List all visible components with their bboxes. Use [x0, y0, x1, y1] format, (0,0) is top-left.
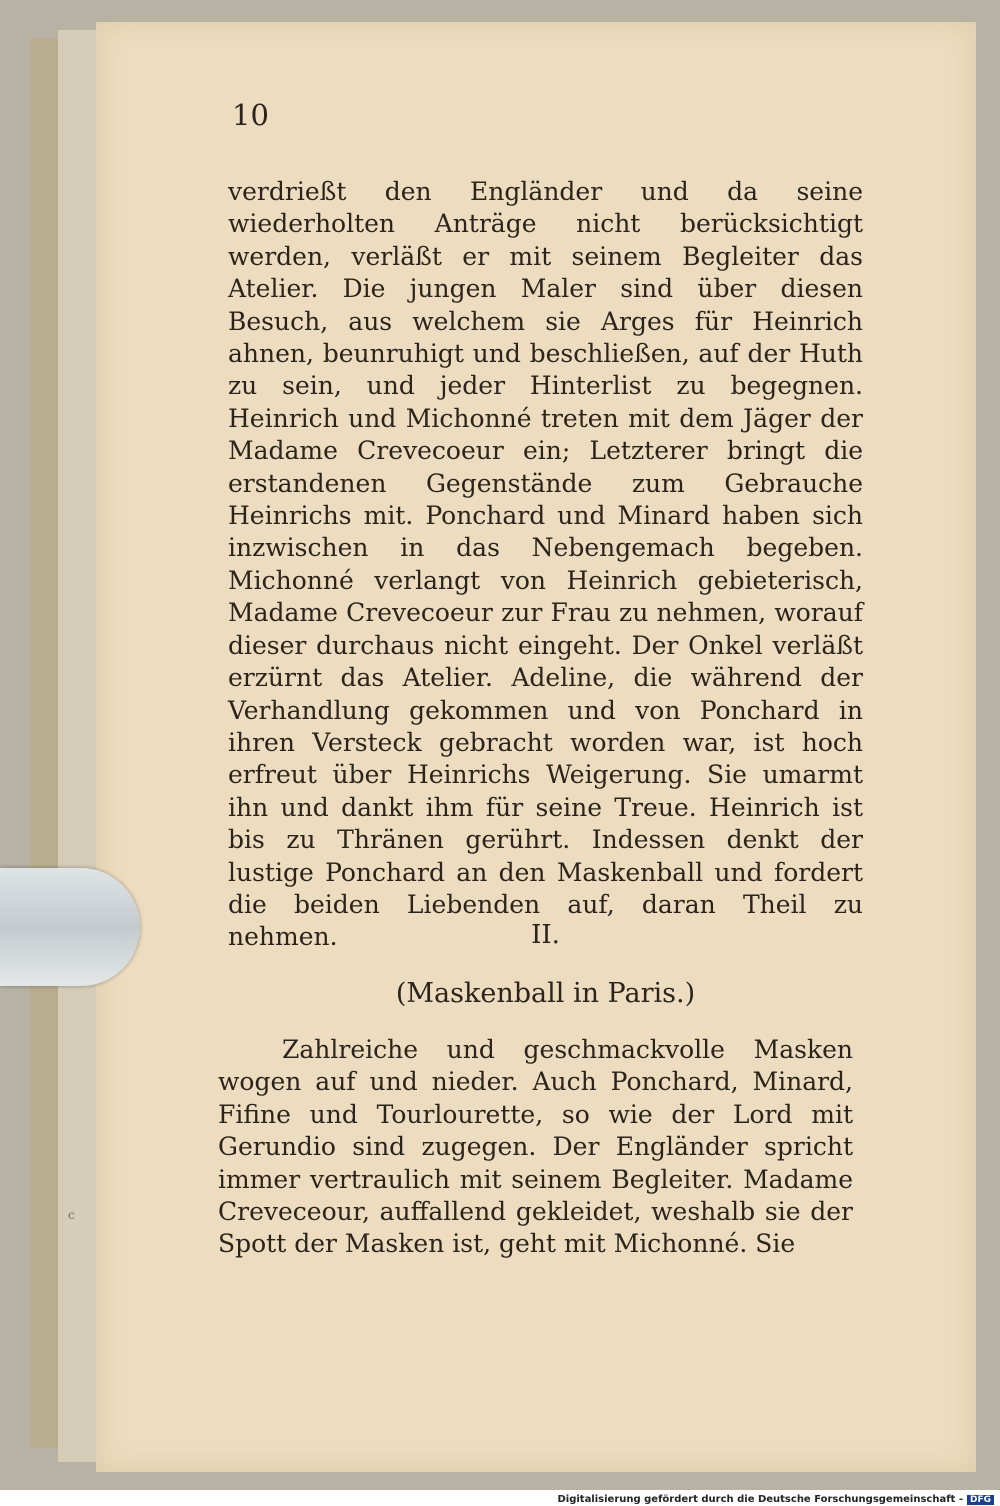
dfg-logo-icon: DFG [967, 1495, 994, 1505]
page-clip [0, 868, 140, 986]
margin-mark: c [68, 1208, 75, 1222]
page-stack-edge [58, 30, 100, 1462]
paragraph: verdrießt den Engländer und da seine wiederholten Anträge nicht berücksichtigt werden, verläßt er mit seinem Begleiter das Atelier. Die jungen Maler sind über diesen Besuch, aus welchem sie Arges für Heinrich ahnen, beunruhigt und beschließen, auf der Huth zu sein, und jeder Hinterlist zu begegnen. Heinrich und Michonné treten mit dem Jäger der Madame Crevecoeur ein; Letzterer bringt die erstandenen Gegenstände zum Gebrauche Heinrichs mit. Ponchard und Minard haben sich inzwischen in das Nebengemach begeben. Michonné verlangt von Heinrich gebieterisch, Madame Crevecoeur zur Frau zu nehmen, worauf dieser durchaus nicht eingeht. Der Onkel verläßt erzürnt das Atelier. Adeline, die während der Verhandlung gekommen und von Ponchard in ihren Versteck gebracht worden war, ist hoch erfreut über Heinrichs Weigerung. Sie umarmt ihn und dankt ihm für seine Treue. Heinrich ist bis zu Thränen gerührt. Indessen denkt der lustige Ponchard an den Maskenball und fordert die beiden Liebenden auf, daran Theil zu nehmen. [228, 177, 863, 952]
page-number: 10 [232, 98, 269, 132]
body-text [228, 176, 863, 954]
section-number: II. [531, 920, 560, 950]
footer-text: Digitalisierung gefördert durch die Deutsche Forschungsgemeinschaft - [557, 1494, 963, 1505]
paragraph: Zahlreiche und geschmackvolle Masken wogen auf und nieder. Auch Ponchard, Minard, Fifine und Tourlourette, so wie der Lord mit Gerundio sind zugegen. Der Engländer spricht immer vertraulich mit seinem Begleiter. Madame Creveceour, auffallend gekleidet, weshalb sie der Spott der Masken ist, geht mit Michonné. Sie [218, 1035, 853, 1259]
section-body-text [218, 1034, 853, 1261]
section-title: (Maskenball in Paris.) [395, 978, 696, 1009]
book-cover-edge [30, 38, 60, 1448]
digitization-footer [557, 1494, 994, 1505]
